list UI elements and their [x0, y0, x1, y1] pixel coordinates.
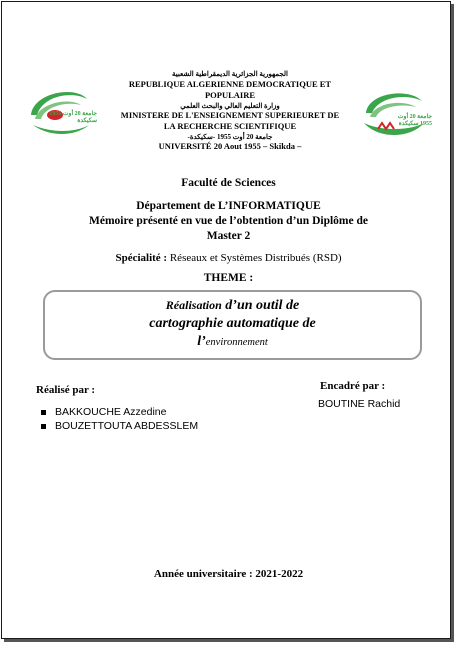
arabic-republic: الجمهورية الجزائرية الديمقراطية الشعبية [172, 70, 288, 78]
ministry-line-1: MINISTERE DE L'ENSEIGNEMENT SUPERIEURET DE [120, 110, 340, 120]
realise-label: Réalisé par : [36, 384, 96, 396]
institution-header [100, 70, 360, 152]
theme-line-2: cartographie automatique de [149, 316, 316, 331]
republic-line-1: REPUBLIQUE ALGERIENNE DEMOCRATIQUE ET [128, 79, 332, 89]
republic-line-2: POPULAIRE [204, 90, 256, 100]
university-name: UNIVERSITÉ 20 Aout 1955 – Skikda – [158, 141, 302, 151]
logo-left-text: جامعة 20 أوت 1955 سكيكدة [49, 111, 97, 124]
author-item [41, 405, 198, 419]
logo-right-text: جامعة 20 أوت 1955 سكيكدة [397, 114, 432, 127]
theme-label: THEME : [203, 272, 254, 284]
bullet-icon [41, 424, 46, 429]
theme-line-3 [43, 333, 422, 352]
specialite-label: Spécialité : [115, 252, 170, 264]
ministry-line-2: LA RECHERCHE SCIENTIFIQUE [163, 121, 297, 131]
theme-line-1 [43, 296, 422, 315]
department-block [0, 199, 457, 244]
encadre-label: Encadré par : [320, 380, 386, 392]
memoire-line-1: Mémoire présenté en vue de l’obtention d’un Diplôme de [89, 215, 368, 227]
author-name: BOUZETTOUTA ABDESSLEM [55, 420, 199, 432]
theme-line-3-a: l’ [197, 334, 206, 349]
author-item [41, 419, 198, 433]
memoire-line-2: Master 2 [206, 230, 251, 242]
theme-line-3-b: environnement [205, 337, 268, 348]
academic-year: Année universitaire : 2021-2022 [153, 568, 304, 580]
arabic-university: جامعة 20 أوت 1955 -سكيكدة- [187, 133, 273, 141]
specialite-value: Réseaux et Systèmes Distribués (RSD) [169, 252, 342, 264]
department: Département de L’INFORMATIQUE [136, 200, 321, 212]
faculty: Faculté de Sciences [181, 177, 276, 189]
theme-title [43, 296, 422, 352]
supervisor-name: BOUTINE Rachid [318, 398, 401, 410]
bullet-icon [41, 410, 46, 415]
author-name: BAKKOUCHE Azzedine [55, 406, 167, 418]
arabic-ministry: وزارة التعليم العالي والبحث العلمي [180, 102, 280, 110]
theme-line-1-b: d’un outil de [221, 298, 300, 313]
specialite [0, 252, 457, 264]
university-logo-right [358, 85, 433, 145]
university-logo-left [25, 85, 100, 145]
authors-list [41, 405, 198, 433]
theme-line-1-a: Réalisation [165, 298, 222, 312]
